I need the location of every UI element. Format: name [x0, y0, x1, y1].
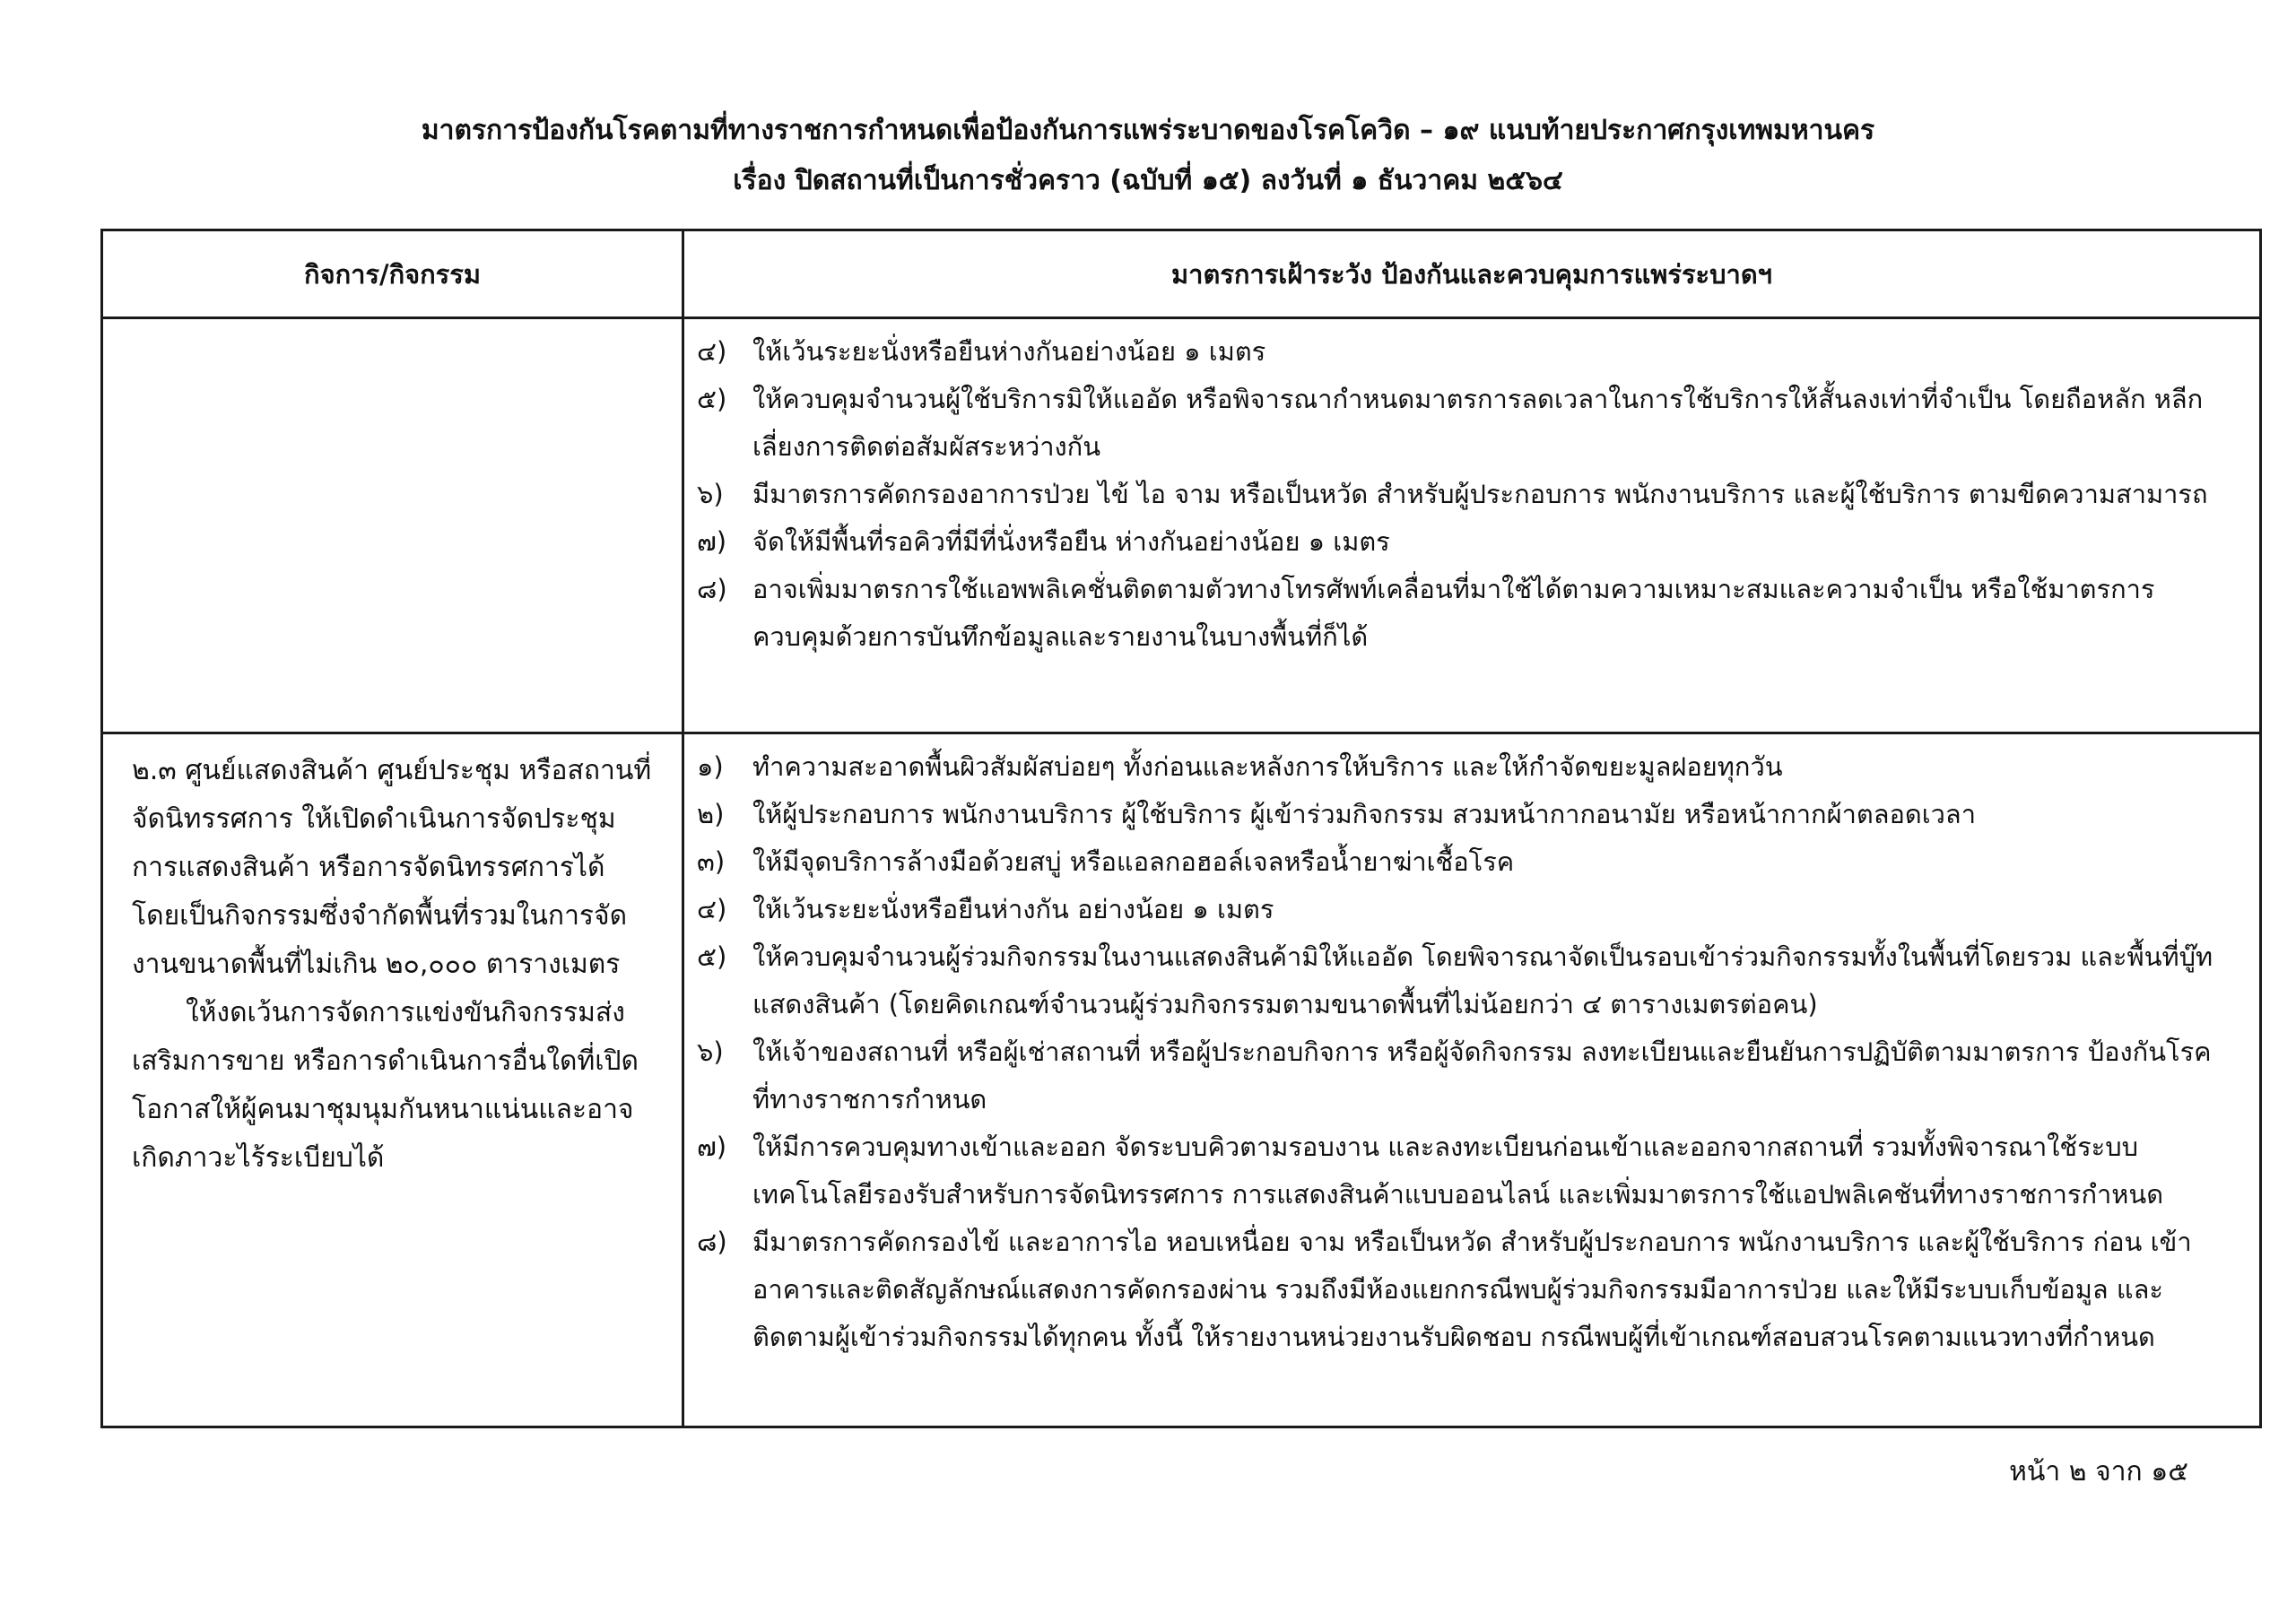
item-number: ๗) [697, 526, 727, 557]
header-title-line2: เรื่อง ปิดสถานที่เป็นการชั่วคราว (ฉบับที่ ๑๕) ลงวันที่ ๑ ธันวาคม ๒๕๖๔ [733, 165, 1563, 196]
item-text: ให้เว้นระยะนั่งหรือยืนห่างกันอย่างน้อย ๑ เมตร [752, 336, 1266, 367]
column-header-measures: มาตรการเฝ้าระวัง ป้องกันและควบคุมการแพร่ระบาดฯ [683, 230, 2261, 318]
list-item [697, 376, 2232, 471]
document-header [0, 106, 2296, 206]
measure-list-2-3 [697, 743, 2232, 1361]
item-number: ๕) [697, 384, 727, 414]
item-number: ๗) [697, 1132, 727, 1162]
activity-paragraph-restriction: ให้งดเว้นการจัดการแข่งขันกิจกรรมส่งเสริมการขาย หรือการดำเนินการอื่นใดที่เปิดโอกาสให้ผู้คนมาชุมนุมกันหนาแน่นและอาจเกิดภาวะไร้ระเบียบได้ [132, 997, 639, 1174]
item-number: ๔) [697, 336, 727, 367]
list-item [697, 743, 2232, 791]
item-number: ๒) [697, 799, 725, 829]
list-item [697, 471, 2232, 518]
list-item [697, 933, 2232, 1028]
activity-cell-2-3 [102, 733, 683, 1427]
item-text: จัดให้มีพื้นที่รอคิวที่มีที่นั่งหรือยืน ห่างกันอย่างน้อย ๑ เมตร [752, 526, 1390, 557]
list-item [697, 791, 2232, 838]
item-number: ๕) [697, 941, 727, 972]
item-text: ให้ผู้ประกอบการ พนักงานบริการ ผู้ใช้บริการ ผู้เข้าร่วมกิจกรรม สวมหน้ากากอนามัย หรือหน้ากากผ้าตลอดเวลา [752, 799, 1976, 829]
list-item [697, 1219, 2232, 1361]
measures-cell-continued [683, 318, 2261, 733]
item-number: ๖) [697, 479, 724, 509]
item-text: ให้ควบคุมจำนวนผู้ใช้บริการมิให้แออัด หรือพิจารณากำหนดมาตรการลดเวลาในการใช้บริการให้สั้นลงเท่าที่จำเป็น โดยถือหลัก หลีกเลี่ยงการติดต่อสัมผัสระหว่างกัน [752, 384, 2204, 462]
table-header-row [102, 230, 2261, 318]
item-number: ๘) [697, 574, 727, 604]
item-text: ให้ควบคุมจำนวนผู้ร่วมกิจกรรมในงานแสดงสินค้ามิให้แออัด โดยพิจารณาจัดเป็นรอบเข้าร่วมกิจกรรมทั้งในพื้นที่โดยรวม และพื้นที่บู๊ทแสดงสินค้า (โดยคิดเกณฑ์จำนวนผู้ร่วมกิจกรรมตามขนาดพื้นที่ไม่น้อยกว่า ๔ ตารางเมตรต่อคน) [752, 941, 2213, 1019]
list-item [697, 886, 2232, 933]
column-header-activity: กิจการ/กิจกรรม [102, 230, 683, 318]
item-text: ให้มีการควบคุมทางเข้าและออก จัดระบบคิวตามรอบงาน และลงทะเบียนก่อนเข้าและออกจากสถานที่ รวมทั้งพิจารณาใช้ระบบ เทคโนโลยีรองรับสำหรับการจัดนิทรรศการ การแสดงสินค้าแบบออนไลน์ และเพิ่มมาตรการใช้แอปพลิเคชันที่ทางราชการกำหนด [752, 1132, 2164, 1210]
item-text: อาจเพิ่มมาตรการใช้แอพพลิเคชั่นติดตามตัวทางโทรศัพท์เคลื่อนที่มาใช้ได้ตามความเหมาะสมและความจำเป็น หรือใช้มาตรการ ควบคุมด้วยการบันทึกข้อมูลและรายงานในบางพื้นที่ก็ได้ [752, 574, 2155, 652]
item-text: ให้เว้นระยะนั่งหรือยืนห่างกัน อย่างน้อย ๑ เมตร [752, 894, 1274, 924]
activity-cell-empty [102, 318, 683, 733]
item-number: ๖) [697, 1037, 724, 1067]
item-number: ๑) [697, 751, 724, 782]
page-number: หน้า ๒ จาก ๑๕ [2009, 1456, 2188, 1488]
item-number: ๔) [697, 894, 727, 924]
measures-table [100, 229, 2262, 1428]
list-item [697, 566, 2232, 661]
list-item [697, 328, 2232, 376]
header-title-line1: มาตรการป้องกันโรคตามที่ทางราชการกำหนดเพื่อป้องกันการแพร่ระบาดของโรคโควิด – ๑๙ แนบท้ายประกาศกรุงเทพมหานคร [421, 115, 1875, 146]
list-item [697, 518, 2232, 566]
list-item [697, 1028, 2232, 1123]
activity-paragraph: ๒.๓ ศูนย์แสดงสินค้า ศูนย์ประชุม หรือสถานที่จัดนิทรรศการ ให้เปิดดำเนินการจัดประชุม การแสดงสินค้า หรือการจัดนิทรรศการได้ โดยเป็นกิจกรรมซึ่งจำกัดพื้นที่รวมในการจัดงานขนาดพื้นที่ไม่เกิน ๒๐,๐๐๐ ตารางเมตร [132, 755, 652, 980]
list-item [697, 1123, 2232, 1219]
item-text: มีมาตรการคัดกรองอาการป่วย ไข้ ไอ จาม หรือเป็นหวัด สำหรับผู้ประกอบการ พนักงานบริการ และผู้ใช้บริการ ตามขีดความสามารถ [752, 479, 2208, 509]
measure-list-continued [697, 328, 2232, 661]
list-item [697, 838, 2232, 886]
item-text: ให้มีจุดบริการล้างมือด้วยสบู่ หรือแอลกอฮอล์เจลหรือน้ำยาฆ่าเชื้อโรค [752, 846, 1515, 877]
measures-cell-2-3 [683, 733, 2261, 1427]
item-number: ๓) [697, 846, 726, 877]
item-text: ให้เจ้าของสถานที่ หรือผู้เช่าสถานที่ หรือผู้ประกอบกิจการ หรือผู้จัดกิจกรรม ลงทะเบียนและยืนยันการปฏิบัติตามมาตรการ ป้องกันโรคที่ทางราชการกำหนด [752, 1037, 2212, 1115]
item-number: ๘) [697, 1227, 727, 1257]
item-text: ทำความสะอาดพื้นผิวสัมผัสบ่อยๆ ทั้งก่อนและหลังการให้บริการ และให้กำจัดขยะมูลฝอยทุกวัน [752, 751, 1783, 782]
table-row-2-3 [102, 733, 2261, 1427]
item-text: มีมาตรการคัดกรองไข้ และอาการไอ หอบเหนื่อย จาม หรือเป็นหวัด สำหรับผู้ประกอบการ พนักงานบริการ และผู้ใช้บริการ ก่อน เข้าอาคารและติดสัญลักษณ์แสดงการคัดกรองผ่าน รวมถึงมีห้องแยกกรณีพบผู้ร่วมกิจกรรมมีอาการป่วย และให้มีระบบเก็บข้อมูล และติดตามผู้เข้าร่วมกิจกรรมได้ทุกคน ทั้งนี้ ให้รายงานหน่วยงานรับผิดชอบ กรณีพบผู้ที่เข้าเกณฑ์สอบสวนโรคตามแนวทางที่กำหนด [752, 1227, 2192, 1352]
table-row-continued [102, 318, 2261, 733]
